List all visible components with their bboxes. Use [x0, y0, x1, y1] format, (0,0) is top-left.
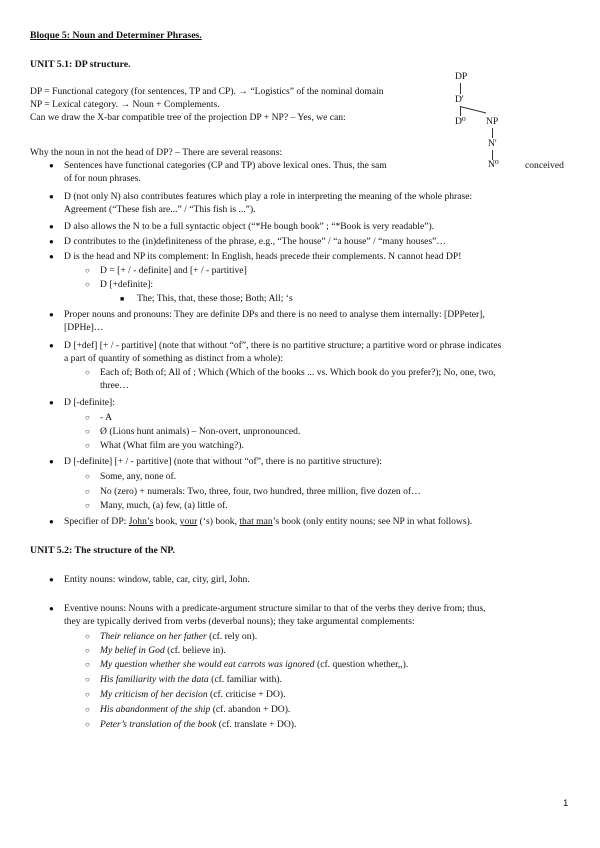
list-item: D contributes to the (in)definiteness of the phrase, e.g., “The house” / “a house” / “many houses”…	[64, 236, 447, 247]
example-phrase: His familiarity with the data	[100, 674, 209, 685]
example-phrase: My criticism of her decision	[100, 689, 208, 700]
list-item: Entity nouns: window, table, car, city, girl, John.	[64, 574, 250, 585]
list-item-continuation: a part of quantity of something as distinct from a whole):	[64, 353, 284, 364]
list-item-continuation: of for noun phrases.	[64, 173, 141, 184]
example-item	[100, 659, 408, 671]
circle-bullet-icon: ○	[85, 501, 90, 510]
circle-bullet-icon: ○	[85, 705, 90, 714]
sub-list-item: Some, any, none of.	[100, 471, 177, 482]
example-item	[100, 719, 296, 731]
list-item: D is the head and NP its complement: In English, heads precede their complements. N cannot head DP!	[64, 251, 462, 262]
tree-branch	[492, 128, 493, 138]
example-gloss: (cf. familiar with).	[208, 674, 282, 685]
example-phrase: Peter’s translation of the book	[100, 719, 217, 730]
example-gloss: (cf. translate + DO).	[216, 719, 297, 730]
circle-bullet-icon: ○	[85, 675, 90, 684]
sub-list-item: D [+definite]:	[100, 279, 154, 290]
bullet-icon: ●	[49, 222, 54, 231]
example-item	[100, 674, 282, 686]
list-item-continuation: [DPHe]…	[64, 322, 104, 333]
bullet-icon: ●	[49, 237, 54, 246]
tree-node-d0: D⁰	[455, 116, 466, 127]
bullet-icon: ●	[49, 252, 54, 261]
example-phrase: My question whether she would eat carrots was ignored	[100, 659, 315, 670]
bullet-icon: ●	[49, 457, 54, 466]
tree-node-n0: N⁰	[488, 159, 499, 170]
sub-list-item: Each of; Both of; All of ; Which (Which of the books ... vs. Which book do you prefer?); No, one, two,	[100, 367, 496, 378]
example-item	[100, 631, 257, 643]
bullet-icon: ●	[49, 398, 54, 407]
paragraph-xbar-question: Can we draw the X-bar compatible tree of the projection DP + NP? – Yes, we can:	[30, 112, 346, 123]
list-item: Proper nouns and pronouns: They are definite DPs and there is no need to analyse them internally: [DPPeter],	[64, 309, 485, 320]
paragraph-why-question: Why the noun in not the head of DP? – There are several reasons:	[30, 147, 283, 158]
page-number: 1	[563, 798, 569, 809]
text-run: book,	[153, 516, 180, 527]
sub-list-item-continuation: three…	[100, 380, 129, 391]
unit-5-2-heading: UNIT 5.2: The structure of the NP.	[30, 545, 175, 556]
bullet-icon: ●	[49, 161, 54, 170]
sub-list-item: What (What film are you watching?).	[100, 440, 244, 451]
list-item: Eventive nouns: Nouns with a predicate-argument structure similar to that of the verbs they derive from; thus,	[64, 603, 486, 614]
tree-branch	[460, 106, 461, 116]
circle-bullet-icon: ○	[85, 660, 90, 669]
square-bullet-icon: ■	[120, 295, 125, 303]
sub-sub-list-item: The; This, that, these those; Both; All; ‘s	[137, 293, 293, 304]
example-phrase: His abandonment of the ship	[100, 704, 211, 715]
sub-list-item: No (zero) + numerals: Two, three, four, two hundred, three million, five dozen of…	[100, 486, 421, 497]
example-gloss: (cf. believe in).	[164, 645, 226, 656]
circle-bullet-icon: ○	[85, 690, 90, 699]
example-gloss: (cf. criticise + DO).	[207, 689, 286, 700]
circle-bullet-icon: ○	[85, 472, 90, 481]
unit-5-1-heading: UNIT 5.1: DP structure.	[30, 59, 131, 70]
circle-bullet-icon: ○	[85, 427, 90, 436]
circle-bullet-icon: ○	[85, 266, 90, 275]
sub-list-item: Ø (Lions hunt animals) – Non-overt, unpronounced.	[100, 426, 301, 437]
list-item: D (not only N) also contributes features which play a role in interpreting the meaning of the whole phrase:	[64, 191, 473, 202]
underlined-example: that man	[239, 516, 273, 527]
example-phrase: My belief in God	[100, 645, 165, 656]
example-item	[100, 704, 290, 716]
tree-node-dbar: D'	[455, 94, 464, 105]
example-gloss: (cf. rely on).	[206, 631, 258, 642]
example-gloss: (cf. question whether,,).	[314, 659, 409, 670]
circle-bullet-icon: ○	[85, 280, 90, 289]
underlined-example: your	[179, 516, 198, 527]
tree-branch	[460, 106, 486, 114]
list-item-specifier	[64, 516, 472, 528]
bullet-icon: ●	[49, 517, 54, 526]
list-item: D [-definite] [+ / - partitive] (note that without “of”, there is no partitive structure):	[64, 456, 382, 467]
circle-bullet-icon: ○	[85, 368, 90, 377]
circle-bullet-icon: ○	[85, 646, 90, 655]
example-item	[100, 689, 286, 701]
list-item-continuation: Agreement (“These fish are...” / “This fish is ...”).	[64, 204, 256, 215]
tree-branch	[460, 83, 461, 94]
list-item: D [+def] [+ / - partitive] (note that without “of”, there is no partitive structure; a partitive word or phrase indicates	[64, 340, 502, 351]
circle-bullet-icon: ○	[85, 632, 90, 641]
list-item: Sentences have functional categories (CP and TP) above lexical ones. Thus, the sam	[64, 160, 387, 171]
paragraph-np-definition: NP = Lexical category. → Noun + Complements.	[30, 99, 220, 110]
bullet-icon: ●	[49, 604, 54, 613]
bullet-icon: ●	[49, 575, 54, 584]
sub-list-item: D = [+ / - definite] and [+ / - partitive]	[100, 265, 247, 276]
bullet-icon: ●	[49, 310, 54, 319]
bullet-icon: ●	[49, 341, 54, 350]
list-item: D [-definite]:	[64, 397, 115, 408]
sub-list-item: - A	[100, 412, 112, 423]
list-item-continuation: they are typically derived from verbs (deverbal nouns); they take argumental complements:	[64, 616, 415, 627]
paragraph-dp-definition: DP = Functional category (for sentences, TP and CP). → “Logistics” of the nominal domain	[30, 86, 384, 97]
sub-list-item: Many, much, (a) few, (a) little of.	[100, 500, 228, 511]
tree-node-nbar: N'	[488, 138, 497, 149]
list-item: D also allows the N to be a full syntactic object (“*He bough book” ; “*Book is very readable”).	[64, 221, 435, 232]
text-run: ’s book (only entity nouns; see NP in what follows).	[272, 516, 473, 527]
list-item-fragment: conceived	[525, 160, 564, 171]
example-phrase: Their reliance on her father	[100, 631, 207, 642]
circle-bullet-icon: ○	[85, 413, 90, 422]
xbar-tree-diagram	[448, 70, 558, 170]
tree-node-np: NP	[486, 116, 499, 127]
text-run: Specifier of DP:	[64, 516, 129, 527]
page-title: Bloque 5: Noun and Determiner Phrases.	[30, 30, 202, 41]
circle-bullet-icon: ○	[85, 487, 90, 496]
example-gloss: (cf. abandon + DO).	[210, 704, 291, 715]
text-run: (‘s) book,	[197, 516, 240, 527]
tree-node-dp: DP	[455, 71, 468, 82]
underlined-example: John’s	[128, 516, 154, 527]
bullet-icon: ●	[49, 192, 54, 201]
circle-bullet-icon: ○	[85, 720, 90, 729]
example-item	[100, 645, 226, 657]
circle-bullet-icon: ○	[85, 441, 90, 450]
